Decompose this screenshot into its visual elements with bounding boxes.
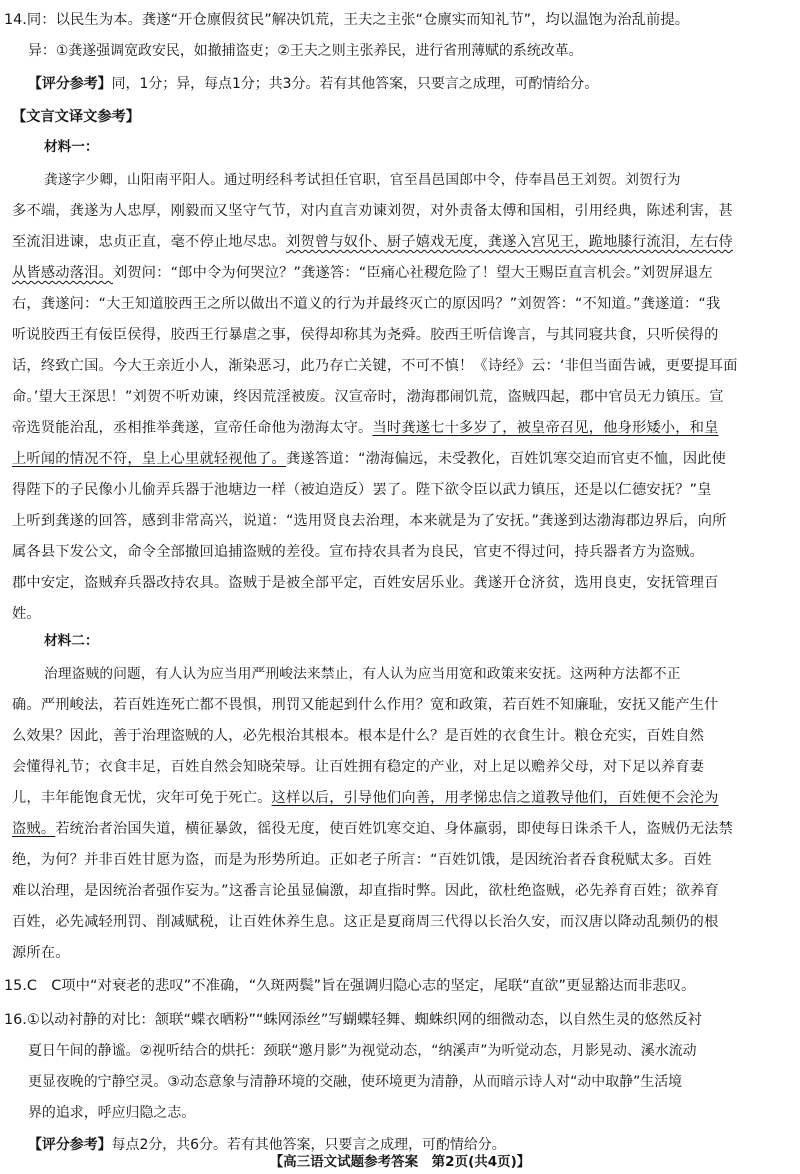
material1-line: 至流泪进谏，忠贞正直，毫不停止地尽忠。刘贺曾与奴仆、厨子嬉戏无度，龚遂入宫见王，跪地膝行流泪，左右侍 [12,234,733,250]
material1-heading: 材料一： [44,139,99,155]
material2-line: 绝，为何？并非百姓甘愿为盗，而是为形势所迫。正如老子所言：“百姓饥饿，是因统治者吞食税赋太多。百姓 [12,852,712,868]
material2-line: 盗贼。若统治者治国失道，横征暴敛，徭役无度，使百姓饥寒交迫、身体羸弱，即使每日诛杀千人，盗贼仍无法禁 [12,821,733,837]
material1-line: 右，龚遂问：“大王知道胶西王之所以做出不道义的行为并最终灭亡的原因吗？”刘贺答：“不知道。”龚遂道：“我 [12,296,721,312]
material2-line: 源所在。 [12,945,70,961]
material1-line: 姓。 [12,606,41,622]
material2-line: 会懂得礼节；衣食丰足，百姓自然会知晓荣辱。让百姓拥有稳定的产业，对上足以赡养父母，对下足以养育妻 [12,759,705,775]
q16-line-3: 更显夜晚的宁静空灵。③动态意象与清静环境的交融，使环境更为清静，从而暗示诗人对“动中取静”生活境 [28,1074,683,1090]
material2-line: 确。严刑峻法，若百姓连死亡都不畏惧，刑罚又能起到什么作用？宽和政策，若百姓不知廉耻，安抚又能产生什 [12,697,719,713]
translation-heading: 【文言文译文参考】 [12,109,140,125]
material1-line: 得陛下的子民像小儿偷弄兵器于池塘边一样（被迫造反）罢了。陛下欲令臣以武力镇压，还是以仁德安抚？”皇 [12,482,712,498]
material1-line: 帝选贤能治乱，丞相推举龚遂，宣帝任命他为渤海太守。当时龚遂七十多岁了，被皇帝召见，他身形矮小，和皇 [12,420,719,436]
underlined-sentence: 上听闻的情况不符，皇上心里就轻视他了。 [12,451,286,467]
q14-score-note: 【评分参考】同，1分；异，每点1分；共3分。若有其他答案，只要言之成理，可酌情给分。 [28,76,599,92]
q16-score-note: 【评分参考】每点2分，共6分。若有其他答案，只要言之成理，可酌情给分。 [28,1137,506,1153]
underlined-sentence: 当时龚遂七十多岁了，被皇帝召见，他身形矮小，和皇 [372,420,719,436]
material1-line: 多不端，龚遂为人忠厚，刚毅而又坚守气节，对内直言劝谏刘贺，对外责备太傅和国相，引用经典，陈述利害，甚 [12,203,733,219]
material1-line: 龚遂字少卿，山阳南平阳人。通过明经科考试担任官职，官至昌邑国郎中令，侍奉昌邑王刘贺。刘贺行为 [44,172,681,188]
score-label: 【评分参考】 [28,76,112,92]
material1-line: 听说胶西王有佞臣侯得，胶西王行暴虐之事，侯得却称其为尧舜。胶西王听信谗言，与其同寝共食，只听侯得的 [12,327,719,343]
material1-line: 话，终致亡国。今大王亲近小人，渐染恶习，此乃存亡关键，不可不慎！《诗经》云：‘非但当面告诫，更要提耳面 [12,358,738,374]
underlined-sentence: 这样以后，引导他们向善，用孝悌忠信之道教导他们，百姓便不会沦为 [271,790,719,806]
score-label: 【评分参考】 [28,1137,112,1153]
material2-line: 么效果？因此，善于治理盗贼的人，必先根治其根本。根本是什么？是百姓的衣食生计。粮仓充实，百姓自然 [12,728,705,744]
material1-line: 上听到龚遂的回答，感到非常高兴，说道：“选用贤良去治理，本来就是为了安抚。”龚遂到达渤海郡边界后，向所 [12,513,727,529]
q16-line-4: 界的追求，呼应归隐之志。 [28,1105,196,1121]
material2-line: 难以治理，是因统治者强作妄为。”这番言论虽显偏激，却直指时弊。因此，欲杜绝盗贼，必先养育百姓；欲养育 [12,883,719,899]
wavy-underlined-sentence: 刘贺曾与奴仆、厨子嬉戏无度，龚遂入宫见王，跪地膝行流泪，左右侍 [285,234,733,250]
material1-line: 郡中安定，盗贼弃兵器改持农具。盗贼于是被全部平定，百姓安居乐业。龚遂开仓济贫，选用良吏，安抚管理百 [12,575,719,591]
material1-line: 命。’望大王深思！”刘贺不听劝谏，终因荒淫被废。汉宣帝时，渤海郡闹饥荒，盗贼四起，郡中官员无力镇压。宣 [12,389,724,405]
q14-line-1: 14.同：以民生为本。龚遂“开仓廪假贫民”解决饥荒，王夫之主张“仓廪实而知礼节”，均以温饱为治乱前提。 [4,12,690,28]
underlined-sentence: 盗贼。 [12,821,56,837]
q15-answer: 15.C C项中“对衰老的悲叹”不准确，“久斑两鬓”旨在强调归隐心志的坚定，尾联“直欲”更显豁达而非悲叹。 [4,978,696,994]
material2-heading: 材料二： [44,633,99,649]
wavy-underlined-sentence: 从皆感动落泪。 [12,265,113,281]
material1-line: 上听闻的情况不符，皇上心里就轻视他了。龚遂答道：“渤海偏远，未受教化，百姓饥寒交迫而官吏不恤，因此使 [12,451,727,467]
material2-line: 儿，丰年能饱食无忧，灾年可免于死亡。这样以后，引导他们向善，用孝悌忠信之道教导他们，百姓便不会沦为 [12,790,719,806]
material1-line: 属各县下发公文，命令全部撤回追捕盗贼的差役。宣布持农具者为良民，官吏不得过问，持兵器者方为盗贼。 [12,544,705,560]
material2-line: 治理盗贼的问题，有人认为应当用严刑峻法来禁止，有人认为应当用宽和政策来安抚。这两种方法都不正 [44,666,681,682]
material2-line: 百姓，必先减轻刑罚、削减赋税，让百姓休养生息。这正是夏商周三代得以长治久安，而汉唐以降动乱频仍的根 [12,914,719,930]
page-footer: 【高三语文试题参考答案 第2页(共4页)】 [269,1154,531,1170]
material1-line: 从皆感动落泪。刘贺问：“郎中令为何哭泣？”龚遂答：“臣痛心社稷危险了！望大王赐臣直言机会。”刘贺屏退左 [12,265,713,281]
q14-line-2: 异：①龚遂强调宽政安民，如撤捕盗吏；②王夫之则主张养民，进行省刑薄赋的系统改革。 [28,43,583,59]
q16-line-2: 夏日午间的静谧。②视听结合的烘托：颈联“邀月影”为视觉动态，“纳溪声”为听觉动态，月影晃动、溪水流动 [28,1043,697,1059]
q16-line-1: 16.①以动衬静的对比：颔联“蝶衣晒粉”“蛛网添丝”写蝴蝶轻舞、蜘蛛织网的细微动态，以自然生灵的悠然反衬 [4,1012,703,1028]
